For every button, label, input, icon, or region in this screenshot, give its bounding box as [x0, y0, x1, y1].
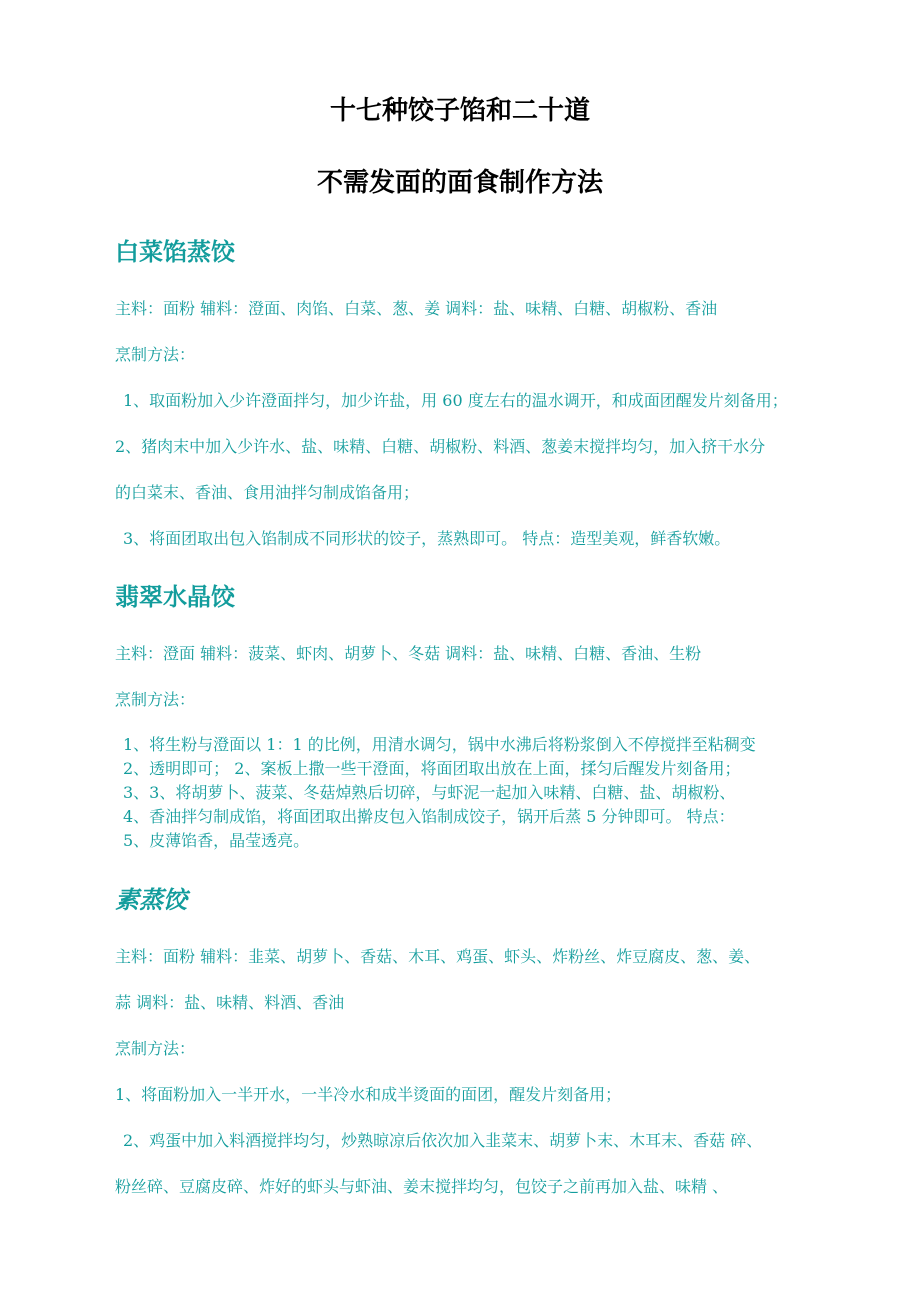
step-line: 1、将生粉与澄面以 1：1 的比例，用清水调匀，锅中水沸后将粉浆倒入不停搅拌至粘稠变: [123, 735, 756, 754]
step-line: 的白菜末、香油、食用油拌匀制成馅备用；: [115, 483, 420, 502]
ingredients-line: 主料：澄面 辅料：菠菜、虾肉、胡萝卜、冬菇 调料：盐、味精、白糖、香油、生粉: [115, 644, 702, 663]
ingredients-line: 蒜 调料：盐、味精、料酒、香油: [115, 993, 345, 1012]
method-label: 烹制方法：: [115, 690, 196, 709]
step-line: 4、香油拌匀制成馅，将面团取出擀皮包入馅制成饺子，锅开后蒸 5 分钟即可。 特点：: [123, 807, 735, 826]
step-line: 2、猪肉末中加入少许水、盐、味精、白糖、胡椒粉、料酒、葱姜末搅拌均匀，加入挤干水分: [115, 437, 766, 456]
step-line: 粉丝碎、豆腐皮碎、炸好的虾头与虾油、姜末搅拌均匀，包饺子之前再加入盐、味精 、: [115, 1177, 729, 1196]
step-line: 1、取面粉加入少许澄面拌匀，加少许盐，用 60 度左右的温水调开，和成面团醒发片刻备用；: [123, 391, 788, 410]
method-label: 烹制方法：: [115, 345, 196, 364]
document-title-line1: 十七种饺子馅和二十道: [329, 96, 590, 126]
section-heading-feicui-shuijingjiao: 翡翠水晶饺: [115, 582, 235, 611]
ingredients-line: 主料：面粉 辅料：韭菜、胡萝卜、香菇、木耳、鸡蛋、虾头、炸粉丝、炸豆腐皮、葱、姜、: [115, 947, 761, 966]
step-line: 1、将面粉加入一半开水，一半冷水和成半烫面的面团，醒发片刻备用；: [115, 1085, 622, 1104]
step-line: 5、皮薄馅香，晶莹透亮。: [123, 831, 310, 850]
step-line: 3、3、将胡萝卜、菠菜、冬菇焯熟后切碎，与虾泥一起加入味精、白糖、盐、胡椒粉、: [123, 783, 736, 802]
section-heading-baicai-zhengjiao: 白菜馅蒸饺: [115, 237, 235, 266]
step-line: 2、透明即可； 2、案板上撒一些干澄面，将面团取出放在上面，揉匀后醒发片刻备用；: [123, 759, 741, 778]
section-heading-su-zhengjiao: 素蒸饺: [115, 885, 187, 914]
document-title-line2: 不需发面的面食制作方法: [316, 168, 603, 198]
method-label: 烹制方法：: [115, 1039, 196, 1058]
step-line: 2、鸡蛋中加入料酒搅拌均匀，炒熟晾凉后依次加入韭菜末、胡萝卜末、木耳末、香菇 碎、: [123, 1131, 763, 1150]
step-line: 3、将面团取出包入馅制成不同形状的饺子，蒸熟即可。 特点：造型美观，鲜香软嫩。: [123, 529, 731, 548]
ingredients-line: 主料：面粉 辅料：澄面、肉馅、白菜、葱、姜 调料：盐、味精、白糖、胡椒粉、香油: [115, 299, 718, 318]
